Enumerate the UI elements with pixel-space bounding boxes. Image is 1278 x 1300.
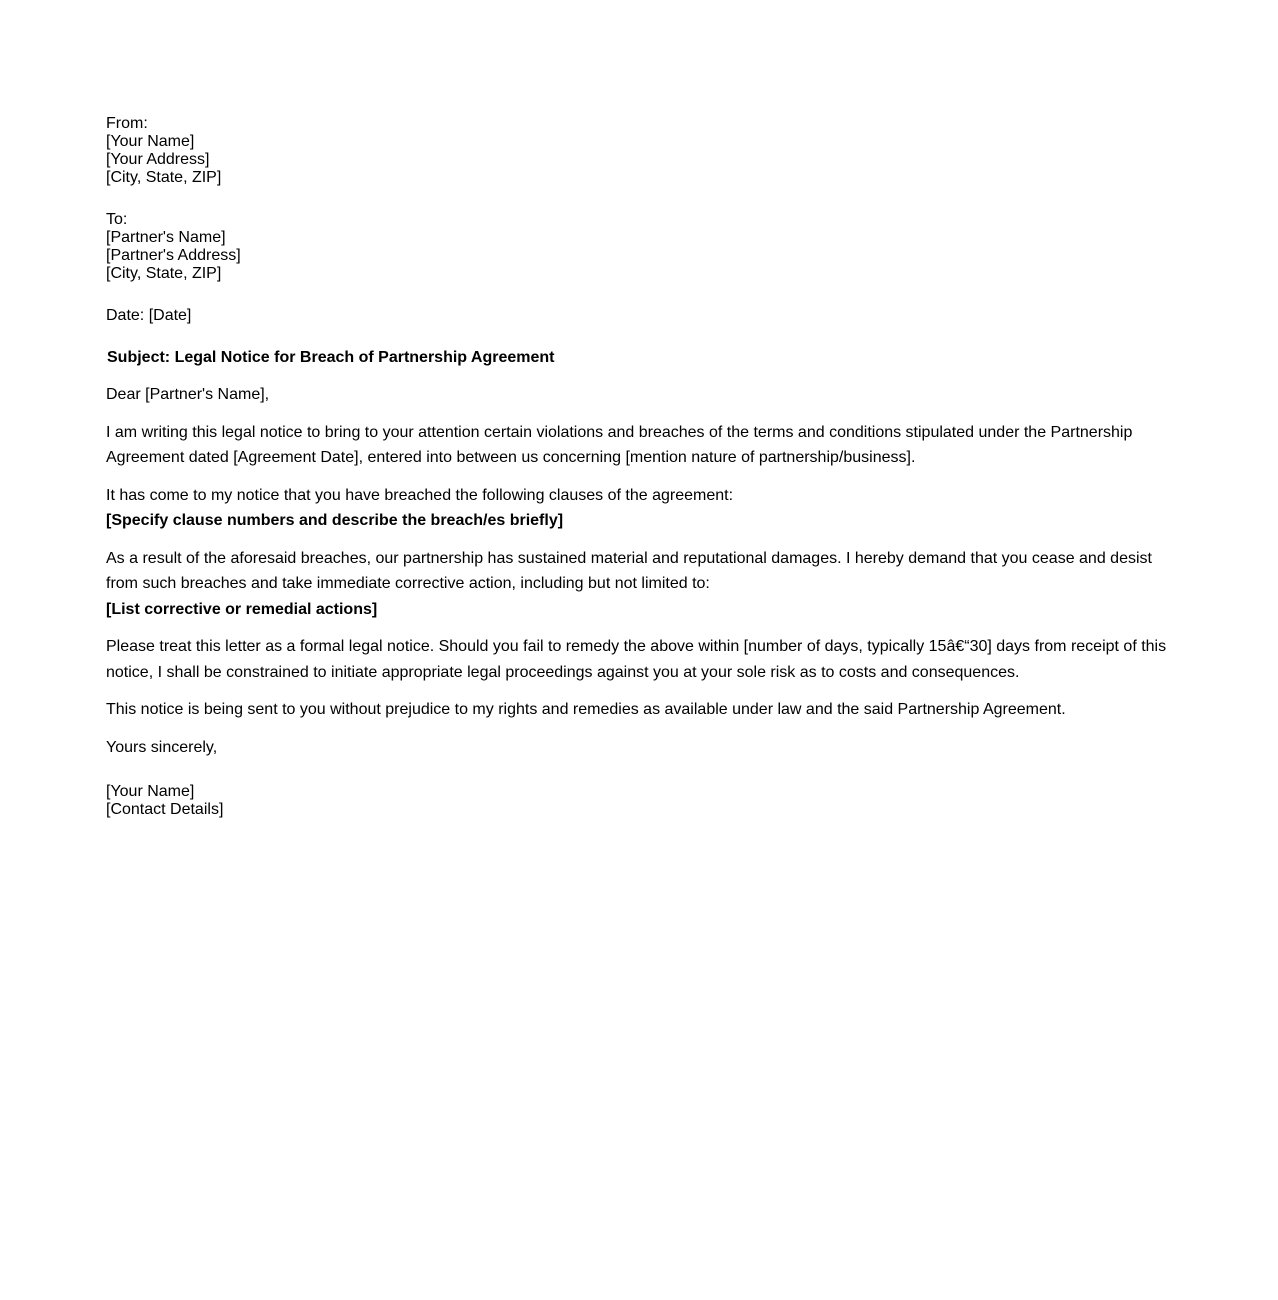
signature-name: [Your Name] (106, 783, 195, 800)
to-label: To: (106, 211, 128, 228)
signature-contact: [Contact Details] (106, 801, 224, 818)
paragraph-breach (106, 483, 1176, 534)
paragraph-without-prejudice: This notice is being sent to you without prejudice to my rights and remedies as available under law and the said Partnership Agreement. (106, 701, 1066, 718)
recipient-city: [City, State, ZIP] (106, 265, 222, 282)
letter-document (106, 115, 1176, 819)
from-label: From: (106, 115, 148, 132)
sender-name: [Your Name] (106, 133, 195, 150)
sender-city: [City, State, ZIP] (106, 169, 222, 186)
sender-block (106, 115, 1176, 187)
paragraph-notice: Please treat this letter as a formal legal notice. Should you fail to remedy the above within [number of days, typically 15â€“30] days from receipt of this notice, I shall be constrained to initiate appropriate legal proceedings against you at your sole risk as to costs and consequences. (106, 638, 1167, 681)
breach-placeholder: [Specify clause numbers and describe the breach/es briefly] (106, 512, 564, 529)
subject-line: Subject: Legal Notice for Breach of Partnership Agreement (107, 349, 555, 366)
paragraph-intro: I am writing this legal notice to bring to your attention certain violations and breaches of the terms and conditions stipulated under the Partnership Agreement dated [Agreement Date], entered into between us concerning [mention nature of partnership/business]. (106, 423, 1133, 466)
actions-placeholder: [List corrective or remedial actions] (106, 600, 378, 618)
salutation: Dear [Partner's Name], (106, 386, 270, 403)
recipient-address: [Partner's Address] (106, 247, 241, 264)
signature-block (106, 783, 1176, 819)
paragraph-demand (106, 546, 1176, 623)
recipient-block (106, 211, 1176, 283)
recipient-name: [Partner's Name] (106, 229, 226, 246)
paragraph-demand-text: As a result of the aforesaid breaches, our partnership has sustained material and reputational damages. I hereby demand that you cease and desist from such breaches and take immediate corrective action, including but not limited to: (106, 549, 1152, 592)
closing: Yours sincerely, (106, 738, 218, 756)
sender-address: [Your Address] (106, 151, 210, 168)
paragraph-breach-text: It has come to my notice that you have breached the following clauses of the agreement: (106, 486, 734, 504)
date-line: Date: [Date] (106, 307, 192, 324)
